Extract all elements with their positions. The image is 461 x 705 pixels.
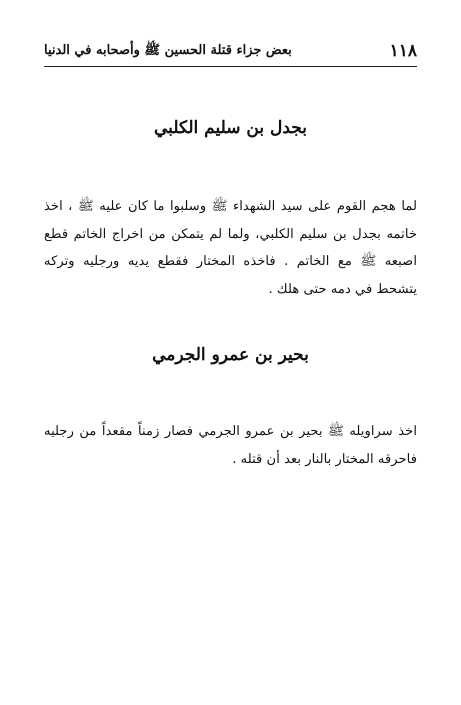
page-number: ١١٨ [389, 41, 417, 61]
section-heading: بجدل بن سليم الكلبي [154, 118, 307, 138]
page-header [44, 36, 417, 66]
section-paragraph: اخذ سراويله ﷺ بحير بن عمرو الجرمي فصار زمناً مقعداً من رجليه فاحرقه المختار بالنار بعد أن قتله . [44, 424, 417, 467]
running-title: بعض جزاء قتلة الحسين ﷺ وأصحابه في الدنيا [44, 42, 292, 58]
section-paragraph: لما هجم القوم على سيد الشهداء ﷺ وسلبوا ما كان عليه ﷺ ، اخذ خاتمه بجدل بن سليم الكلبي، ولما لم يتمكن من اخراج الخاتم قطع اصبعه ﷺ مع الخاتم . فاخذه المختار فقطع يديه ورجليه وتركه يتشحط في دمه حتى هلك . [44, 199, 417, 297]
section-heading: بحير بن عمرو الجرمي [152, 345, 309, 365]
header-rule [44, 66, 417, 67]
